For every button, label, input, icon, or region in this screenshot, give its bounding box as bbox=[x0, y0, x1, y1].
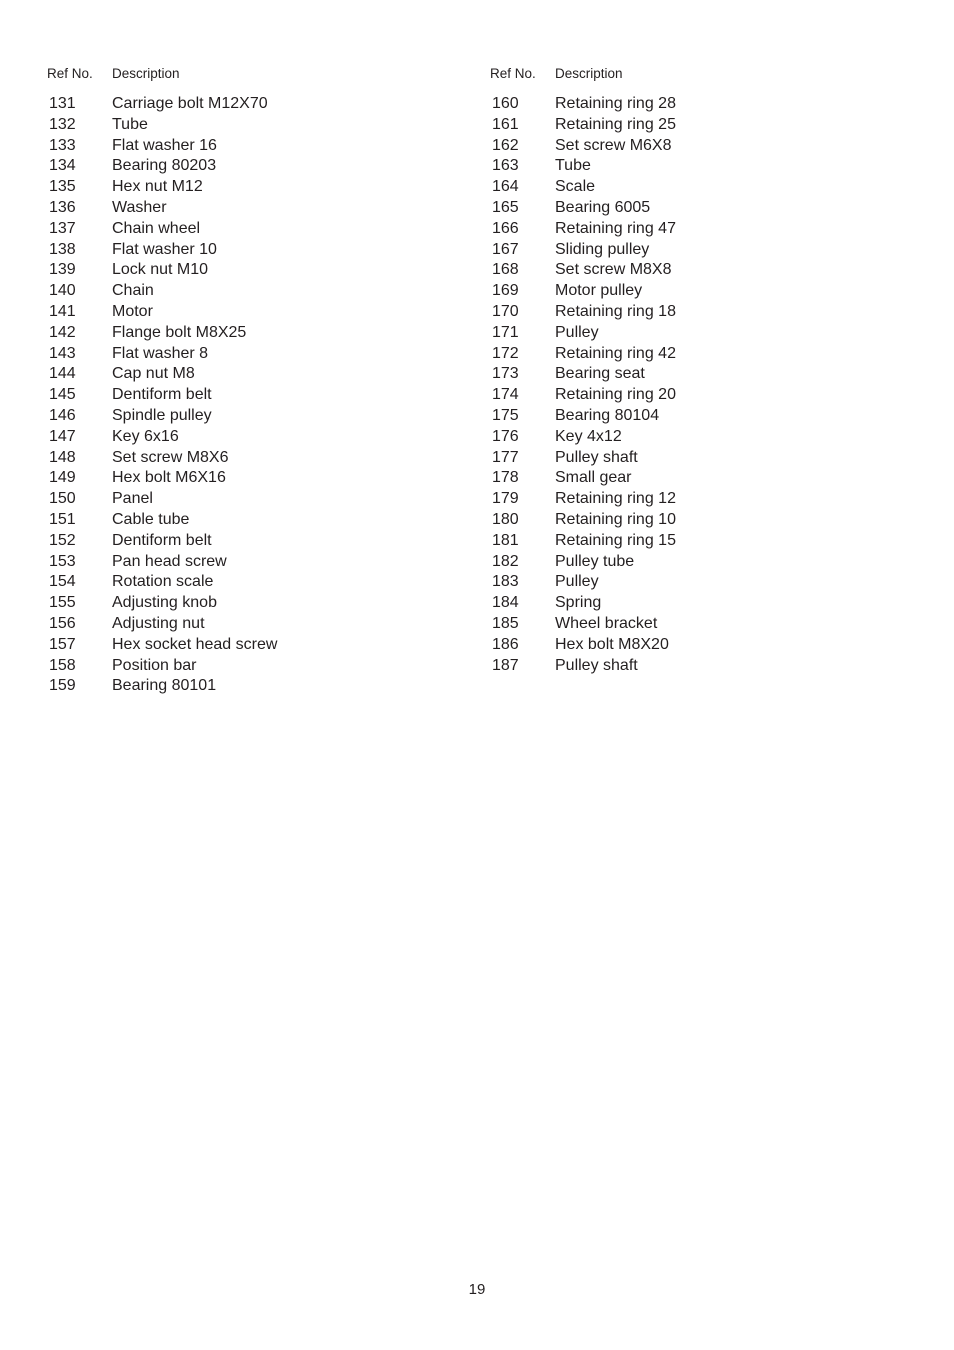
parts-rows-left bbox=[47, 94, 277, 697]
part-row bbox=[47, 552, 277, 573]
part-row bbox=[47, 385, 277, 406]
part-row bbox=[490, 510, 676, 531]
part-ref-no: 135 bbox=[49, 178, 76, 196]
part-ref-no: 149 bbox=[49, 469, 76, 487]
part-description: Carriage bolt M12X70 bbox=[112, 95, 268, 112]
part-ref-no: 131 bbox=[49, 95, 76, 112]
part-ref-no: 159 bbox=[49, 677, 76, 695]
part-ref-no: 152 bbox=[49, 531, 76, 549]
part-description: Key 6x16 bbox=[112, 427, 179, 445]
part-row bbox=[490, 614, 676, 635]
part-description: Hex nut M12 bbox=[112, 178, 203, 196]
part-description: Retaining ring 15 bbox=[555, 531, 676, 549]
part-row bbox=[490, 94, 676, 115]
part-description: Scale bbox=[555, 178, 596, 196]
part-description: Flange bolt M8X25 bbox=[112, 323, 247, 341]
part-description: Bearing seat bbox=[555, 365, 645, 383]
part-row bbox=[47, 94, 277, 115]
part-row bbox=[490, 281, 676, 302]
description-header: Description bbox=[555, 66, 623, 81]
part-description: Set screw M8X6 bbox=[112, 448, 229, 466]
part-ref-no: 138 bbox=[49, 240, 76, 258]
part-ref-no: 183 bbox=[492, 573, 519, 591]
part-row bbox=[490, 385, 676, 406]
part-ref-no: 150 bbox=[49, 490, 76, 508]
part-description: Chain bbox=[112, 282, 154, 300]
part-ref-no: 145 bbox=[49, 386, 76, 404]
part-row bbox=[47, 614, 277, 635]
part-description: Tube bbox=[555, 157, 591, 175]
part-description: Hex bolt M6X16 bbox=[112, 469, 226, 487]
part-description: Tube bbox=[112, 115, 148, 133]
part-row bbox=[490, 531, 676, 552]
part-ref-no: 175 bbox=[492, 406, 519, 424]
part-ref-no: 143 bbox=[49, 344, 76, 362]
part-ref-no: 158 bbox=[49, 656, 76, 674]
part-row bbox=[47, 468, 277, 489]
part-description: Set screw M8X8 bbox=[555, 261, 672, 279]
part-description: Retaining ring 12 bbox=[555, 490, 676, 508]
part-row bbox=[47, 676, 277, 697]
part-row bbox=[490, 198, 676, 219]
part-ref-no: 185 bbox=[492, 614, 519, 632]
part-description: Pulley shaft bbox=[555, 448, 638, 466]
part-row bbox=[47, 260, 277, 281]
parts-list-right bbox=[490, 66, 676, 676]
part-ref-no: 168 bbox=[492, 261, 519, 279]
part-ref-no: 156 bbox=[49, 614, 76, 632]
part-row bbox=[490, 136, 676, 157]
part-ref-no: 164 bbox=[492, 178, 519, 196]
part-row bbox=[47, 177, 277, 198]
part-description: Bearing 6005 bbox=[555, 198, 651, 216]
part-description: Retaining ring 42 bbox=[555, 344, 676, 362]
part-description: Panel bbox=[112, 490, 153, 508]
part-row bbox=[490, 656, 676, 677]
part-ref-no: 140 bbox=[49, 282, 76, 300]
part-row bbox=[47, 136, 277, 157]
part-ref-no: 151 bbox=[49, 510, 76, 528]
part-row bbox=[490, 489, 676, 510]
part-description: Spindle pulley bbox=[112, 406, 212, 424]
part-ref-no: 132 bbox=[49, 115, 76, 133]
part-ref-no: 154 bbox=[49, 573, 76, 591]
part-description: Washer bbox=[112, 198, 167, 216]
part-ref-no: 176 bbox=[492, 427, 519, 445]
part-row bbox=[47, 281, 277, 302]
part-ref-no: 134 bbox=[49, 157, 76, 175]
part-row bbox=[490, 448, 676, 469]
part-row bbox=[47, 219, 277, 240]
part-description: Adjusting nut bbox=[112, 614, 205, 632]
column-header bbox=[490, 66, 676, 82]
part-description: Adjusting knob bbox=[112, 594, 217, 612]
ref-no-header: Ref No. bbox=[47, 66, 93, 81]
part-row bbox=[47, 593, 277, 614]
part-description: Retaining ring 10 bbox=[555, 510, 676, 528]
part-row bbox=[490, 427, 676, 448]
part-ref-no: 171 bbox=[492, 323, 519, 341]
part-row bbox=[47, 156, 277, 177]
part-description: Rotation scale bbox=[112, 573, 214, 591]
part-description: Dentiform belt bbox=[112, 386, 212, 404]
part-ref-no: 173 bbox=[492, 365, 519, 383]
part-description: Pulley shaft bbox=[555, 656, 638, 674]
part-ref-no: 146 bbox=[49, 406, 76, 424]
part-row bbox=[490, 406, 676, 427]
part-row bbox=[47, 240, 277, 261]
part-description: Motor bbox=[112, 302, 153, 320]
part-ref-no: 177 bbox=[492, 448, 519, 466]
part-row bbox=[490, 240, 676, 261]
part-ref-no: 180 bbox=[492, 510, 519, 528]
part-row bbox=[47, 489, 277, 510]
column-header bbox=[47, 66, 277, 82]
part-row bbox=[490, 572, 676, 593]
part-ref-no: 186 bbox=[492, 635, 519, 653]
part-row bbox=[490, 364, 676, 385]
part-ref-no: 153 bbox=[49, 552, 76, 570]
part-ref-no: 182 bbox=[492, 552, 519, 570]
part-row bbox=[490, 302, 676, 323]
part-row bbox=[490, 219, 676, 240]
part-description: Retaining ring 47 bbox=[555, 219, 676, 237]
part-row bbox=[47, 364, 277, 385]
part-ref-no: 157 bbox=[49, 635, 76, 653]
part-row bbox=[47, 302, 277, 323]
part-row bbox=[47, 427, 277, 448]
part-description: Set screw M6X8 bbox=[555, 136, 672, 154]
part-row bbox=[47, 635, 277, 656]
part-row bbox=[47, 531, 277, 552]
part-ref-no: 136 bbox=[49, 198, 76, 216]
parts-rows-right bbox=[490, 94, 676, 676]
part-description: Cable tube bbox=[112, 510, 190, 528]
part-row bbox=[47, 510, 277, 531]
part-description: Lock nut M10 bbox=[112, 261, 209, 279]
part-description: Bearing 80203 bbox=[112, 157, 217, 175]
part-description: Dentiform belt bbox=[112, 531, 212, 549]
ref-no-header: Ref No. bbox=[490, 66, 536, 81]
part-ref-no: 179 bbox=[492, 490, 519, 508]
part-ref-no: 163 bbox=[492, 157, 519, 175]
parts-list-left bbox=[47, 66, 277, 697]
part-ref-no: 142 bbox=[49, 323, 76, 341]
part-ref-no: 161 bbox=[492, 115, 519, 133]
part-description: Pulley bbox=[555, 573, 599, 591]
part-description: Flat washer 10 bbox=[112, 240, 217, 258]
part-ref-no: 169 bbox=[492, 282, 519, 300]
part-ref-no: 162 bbox=[492, 136, 519, 154]
part-row bbox=[490, 323, 676, 344]
part-row bbox=[490, 593, 676, 614]
part-row bbox=[490, 635, 676, 656]
part-ref-no: 141 bbox=[49, 302, 76, 320]
part-ref-no: 172 bbox=[492, 344, 519, 362]
part-ref-no: 155 bbox=[49, 594, 76, 612]
part-ref-no: 139 bbox=[49, 261, 76, 279]
part-description: Retaining ring 18 bbox=[555, 302, 676, 320]
part-description: Key 4x12 bbox=[555, 427, 622, 445]
part-ref-no: 187 bbox=[492, 656, 519, 674]
part-ref-no: 160 bbox=[492, 95, 519, 112]
part-ref-no: 133 bbox=[49, 136, 76, 154]
part-row bbox=[47, 323, 277, 344]
part-description: Pulley tube bbox=[555, 552, 635, 570]
part-description: Retaining ring 20 bbox=[555, 386, 676, 404]
part-row bbox=[47, 344, 277, 365]
part-description: Position bar bbox=[112, 656, 197, 674]
part-row bbox=[47, 448, 277, 469]
part-ref-no: 184 bbox=[492, 594, 519, 612]
part-row bbox=[490, 115, 676, 136]
part-ref-no: 181 bbox=[492, 531, 519, 549]
part-description: Flat washer 8 bbox=[112, 344, 209, 362]
part-row bbox=[490, 177, 676, 198]
part-row bbox=[47, 115, 277, 136]
part-description: Chain wheel bbox=[112, 219, 201, 237]
part-description: Bearing 80104 bbox=[555, 406, 660, 424]
part-description: Retaining ring 25 bbox=[555, 115, 676, 133]
part-ref-no: 166 bbox=[492, 219, 519, 237]
part-row bbox=[490, 344, 676, 365]
part-ref-no: 178 bbox=[492, 469, 519, 487]
part-row bbox=[47, 198, 277, 219]
part-description: Spring bbox=[555, 594, 602, 612]
part-row bbox=[47, 656, 277, 677]
part-row bbox=[490, 468, 676, 489]
part-description: Hex bolt M8X20 bbox=[555, 635, 669, 653]
part-ref-no: 165 bbox=[492, 198, 519, 216]
part-description: Bearing 80101 bbox=[112, 677, 217, 695]
page-number: 19 bbox=[468, 1281, 486, 1298]
part-description: Cap nut M8 bbox=[112, 365, 195, 383]
part-description: Flat washer 16 bbox=[112, 136, 217, 154]
part-row bbox=[47, 572, 277, 593]
part-row bbox=[490, 156, 676, 177]
part-ref-no: 167 bbox=[492, 240, 519, 258]
part-description: Sliding pulley bbox=[555, 240, 650, 258]
part-description: Pan head screw bbox=[112, 552, 227, 570]
part-description: Motor pulley bbox=[555, 282, 643, 300]
part-ref-no: 148 bbox=[49, 448, 76, 466]
part-row bbox=[490, 552, 676, 573]
part-row bbox=[47, 406, 277, 427]
part-description: Hex socket head screw bbox=[112, 635, 278, 653]
part-description: Wheel bracket bbox=[555, 614, 658, 632]
part-row bbox=[490, 260, 676, 281]
part-ref-no: 144 bbox=[49, 365, 76, 383]
part-description: Small gear bbox=[555, 469, 632, 487]
part-description: Retaining ring 28 bbox=[555, 95, 676, 112]
description-header: Description bbox=[112, 66, 180, 81]
part-ref-no: 137 bbox=[49, 219, 76, 237]
part-ref-no: 174 bbox=[492, 386, 519, 404]
part-ref-no: 147 bbox=[49, 427, 76, 445]
part-ref-no: 170 bbox=[492, 302, 519, 320]
part-description: Pulley bbox=[555, 323, 599, 341]
